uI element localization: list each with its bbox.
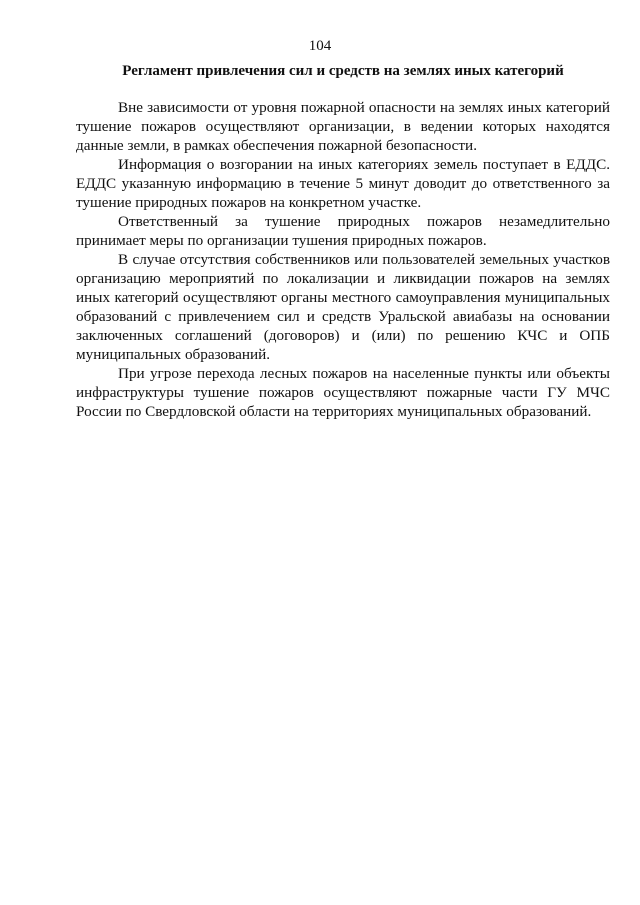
paragraph-threat-to-settlements: При угрозе перехода лесных пожаров на населенные пункты или объекты инфраструктуры тушение пожаров осуществляют пожарные части ГУ МЧС России по Свердловской области на территориях муниципальных образований. <box>76 365 610 420</box>
paragraph-absence-of-owners: В случае отсутствия собственников или пользователей земельных участков организацию мероприятий по локализации и ликвидации пожаров на землях иных категорий осуществляют органы местного самоуправления муниципальных образований с привлечением сил и средств Уральской авиабазы на основании заключенных соглашений (договоров) и (или) по решению КЧС и ОПБ муниципальных образований. <box>76 251 610 363</box>
paragraph-responsible-measures: Ответственный за тушение природных пожаров незамедлительно принимает меры по организации тушения природных пожаров. <box>76 213 610 249</box>
paragraph-edds-notification: Информация о возгорании на иных категориях земель поступает в ЕДДС. ЕДДС указанную информацию в течение 5 минут доводит до ответственного за тушение природных пожаров на конкретном участке. <box>76 156 610 211</box>
section-title: Регламент привлечения сил и средств на землях иных категорий <box>122 63 564 79</box>
body-text <box>76 98 610 421</box>
page-number: 104 <box>308 38 332 54</box>
paragraph-fire-extinguishing-responsibility: Вне зависимости от уровня пожарной опасности на землях иных категорий тушение пожаров осуществляют организации, в ведении которых находятся данные земли, в рамках обеспечения пожарной безопасности. <box>76 99 610 154</box>
